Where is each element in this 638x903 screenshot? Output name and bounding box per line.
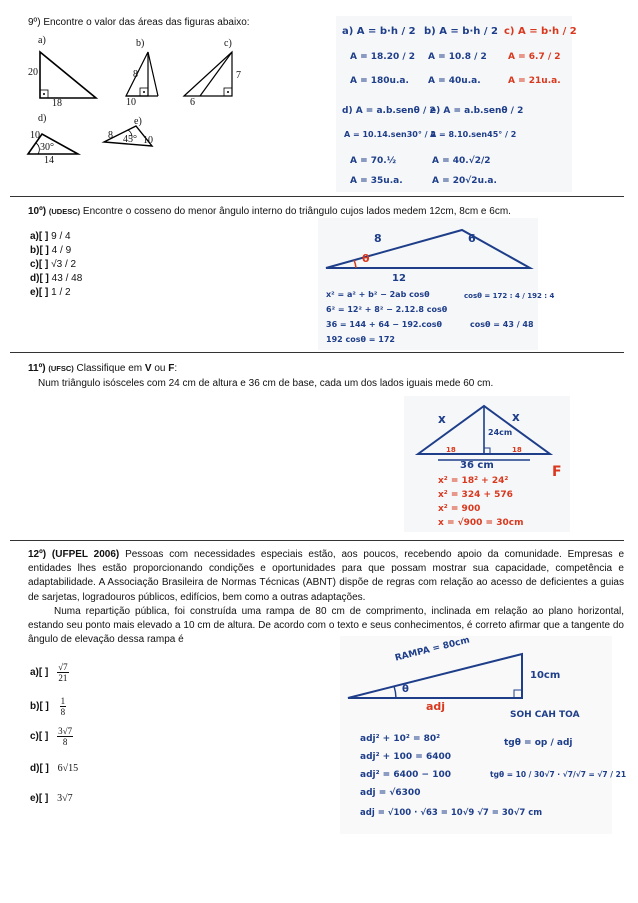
q9-figures	[24, 30, 254, 190]
q11-source: (UFSC)	[48, 364, 74, 373]
q11-base: 36 cm	[460, 460, 494, 471]
q9-title: 9º) Encontre o valor das áreas das figuras abaixo:	[28, 17, 250, 28]
q10-num: 10º)	[28, 206, 47, 217]
q10-options	[30, 230, 82, 300]
q11-height: 24cm	[488, 428, 513, 437]
q10-source: (UDESC)	[48, 207, 81, 216]
q12-line-2: adj² + 100 = 6400	[360, 752, 451, 762]
q11-half-1: 18	[446, 446, 456, 454]
q12-soh: SOH CAH TOA	[510, 710, 580, 720]
q10-line-4: 192 cosθ = 172	[326, 335, 395, 344]
q12-line-3: adj² = 6400 − 100	[360, 770, 451, 780]
q11-or: ou	[154, 363, 166, 374]
q12-option-c[interactable]: c)[ ] $\frac{3√7}{8}$	[30, 726, 73, 747]
q12-line-4: adj = √6300	[360, 788, 421, 798]
fig-d-bottom: 14	[44, 155, 54, 166]
q12-paragraph-2: Numa repartição pública, foi construída uma rampa de 80 cm de comprimento, inclinada em relação ao plano horizontal, estando seu ponto mais elevado a 10 cm de altura. De acordo com o texto e seus conhecimentos, é correto afirmar que a tangente do ângulo de elevação dessa rampa é	[28, 606, 624, 646]
q11-line-3: x² = 900	[438, 504, 481, 514]
fig-c-label: c)	[224, 38, 232, 49]
fig-e-label: e)	[134, 116, 142, 127]
q11-title: 11º) (UFSC) Classifique em V ou F:	[28, 363, 178, 374]
q12-height-label: 10cm	[530, 670, 561, 681]
q12-num: 12º) (UFPEL 2006)	[28, 549, 120, 560]
divider-3	[10, 540, 624, 541]
q10-triangle	[318, 218, 538, 288]
board-e2: A = 8.10.sen45° / 2	[430, 130, 517, 139]
board-d3: A = 70.½	[350, 156, 397, 166]
q10-option-b[interactable]: b)[ ] 4 / 9	[30, 245, 72, 256]
fig-b-bottom: 10	[126, 97, 136, 108]
q11-statement: Num triângulo isósceles com 24 cm de altura e 36 cm de base, cada um dos lados iguais mede 60 cm.	[38, 378, 494, 389]
q11-whiteboard	[404, 396, 570, 532]
q10-result-1: cosθ = 172 : 4 / 192 : 4	[464, 292, 555, 300]
board-b3: A = 40u.a.	[428, 76, 481, 86]
board-e3: A = 40.√2/2	[432, 156, 491, 166]
q10-line-1: x² = a² + b² − 2ab cosθ	[326, 290, 430, 299]
q12-line-5: adj = √100 · √63 = 10√9 √7 = 30√7 cm	[360, 808, 543, 818]
q11-line-2: x² = 324 + 576	[438, 490, 513, 500]
q10-title	[28, 205, 511, 218]
q10-side-8: 8	[374, 232, 382, 245]
q12-line-1: adj² + 10² = 80²	[360, 734, 441, 744]
q12-option-a[interactable]: a)[ ] $\frac{√7}{21}$	[30, 662, 68, 683]
fig-d-side: 10	[30, 130, 40, 141]
q10-side-12: 12	[392, 273, 406, 284]
q12-ramp-label: RAMPA = 80cm	[394, 635, 471, 664]
q11-answer: F	[552, 464, 562, 480]
fig-a-label: a)	[38, 35, 46, 46]
q10-line-3: 36 = 144 + 64 − 192.cosθ	[326, 320, 443, 329]
q10-line-2: 6² = 12² + 8² − 2.12.8 cosθ	[326, 305, 448, 314]
divider-2	[10, 352, 624, 353]
q10-option-d[interactable]: d)[ ] 43 / 48	[30, 273, 83, 284]
q11-v: V	[144, 363, 152, 374]
q11-line-4: x = √900 = 30cm	[438, 518, 524, 528]
divider-1	[10, 196, 624, 197]
q11-line-1: x² = 18² + 24²	[438, 476, 509, 486]
fig-a-left: 20	[28, 67, 38, 78]
board-e1: e) A = a.b.senθ / 2	[430, 106, 524, 116]
fig-a-bottom: 18	[52, 98, 62, 109]
fig-e-left: 8	[108, 130, 113, 141]
q12-whiteboard	[340, 635, 627, 834]
fig-e-angle: 45°	[123, 134, 137, 145]
q12-theta: θ	[402, 684, 409, 695]
q10-option-e[interactable]: e)[ ] 1 / 2	[30, 287, 71, 298]
q10-option-c[interactable]: c)[ ] √3 / 2	[30, 259, 77, 270]
q10-whiteboard	[318, 218, 555, 350]
fig-b-height: 8	[133, 69, 138, 80]
q11-x2: x	[512, 410, 520, 424]
board-a3: A = 180u.a.	[350, 76, 409, 86]
q11-f: F	[168, 363, 175, 374]
q12-option-d[interactable]: d)[ ] 6√15	[30, 763, 79, 774]
q12-adj-label: adj	[426, 700, 446, 713]
fig-e-right: 10	[143, 135, 153, 146]
q10-option-a[interactable]: a)[ ] 9 / 4	[30, 231, 71, 242]
q12-p1: Pessoas com necessidades especiais estão, aos poucos, recebendo apoio da comunidade. Empresas e entidades lhes estão proporcionando condições e oportunidades para que possam mostrar sua capacidade, competência e adaptabilidade. A Associação Brasileira de Normas Técnicas (ABNT) dispõe de regras com relação ao acesso de deficientes a guias de sarjetas, logradouros públicos, edifícios, bem como a outras adaptações.	[28, 549, 625, 603]
q10-side-6: 6	[468, 232, 476, 245]
board-b2: A = 10.8 / 2	[428, 52, 487, 62]
q11-triangle	[404, 396, 570, 466]
q11-num: 11º)	[28, 363, 46, 374]
q9-whiteboard	[336, 16, 577, 192]
board-a1: a) A = b·h / 2	[342, 26, 416, 37]
q12-ramp-triangle	[340, 636, 612, 716]
q11-half-2: 18	[512, 446, 522, 454]
q11-text-a: Classifique em	[76, 363, 143, 374]
board-e4: A = 20√2u.a.	[432, 176, 497, 186]
board-d2: A = 10.14.sen30° / 2	[344, 130, 436, 139]
q12-paragraph-1	[28, 548, 624, 605]
q12-option-b[interactable]: b)[ ] $\frac{1}{8}$	[30, 696, 66, 717]
fig-d-label: d)	[38, 113, 47, 124]
q10-result-2: cosθ = 43 / 48	[470, 320, 534, 329]
fig-b-label: b)	[136, 38, 145, 49]
q10-text: Encontre o cosseno do menor ângulo interno do triângulo cujos lados medem 12cm, 8cm e 6cm.	[82, 206, 511, 217]
q12-option-e[interactable]: e)[ ] 3√7	[30, 793, 73, 804]
q12-tg-1: tgθ = op / adj	[504, 738, 573, 748]
board-d4: A = 35u.a.	[350, 176, 403, 186]
fig-c-height: 7	[236, 70, 241, 81]
q12-tg-2: tgθ = 10 / 30√7 · √7/√7 = √7 / 21	[490, 770, 627, 779]
fig-c-bottom: 6	[190, 97, 195, 108]
fig-d-angle: 30°	[40, 142, 54, 153]
board-d1: d) A = a.b.senθ / 2	[342, 106, 436, 116]
q10-theta: θ	[362, 252, 370, 265]
board-c3: A = 21u.a.	[508, 76, 561, 86]
board-a2: A = 18.20 / 2	[350, 52, 416, 62]
board-c1: c) A = b·h / 2	[504, 26, 577, 37]
q11-x1: x	[438, 412, 446, 426]
board-c2: A = 6.7 / 2	[508, 52, 561, 62]
board-b1: b) A = b·h / 2	[424, 26, 498, 37]
